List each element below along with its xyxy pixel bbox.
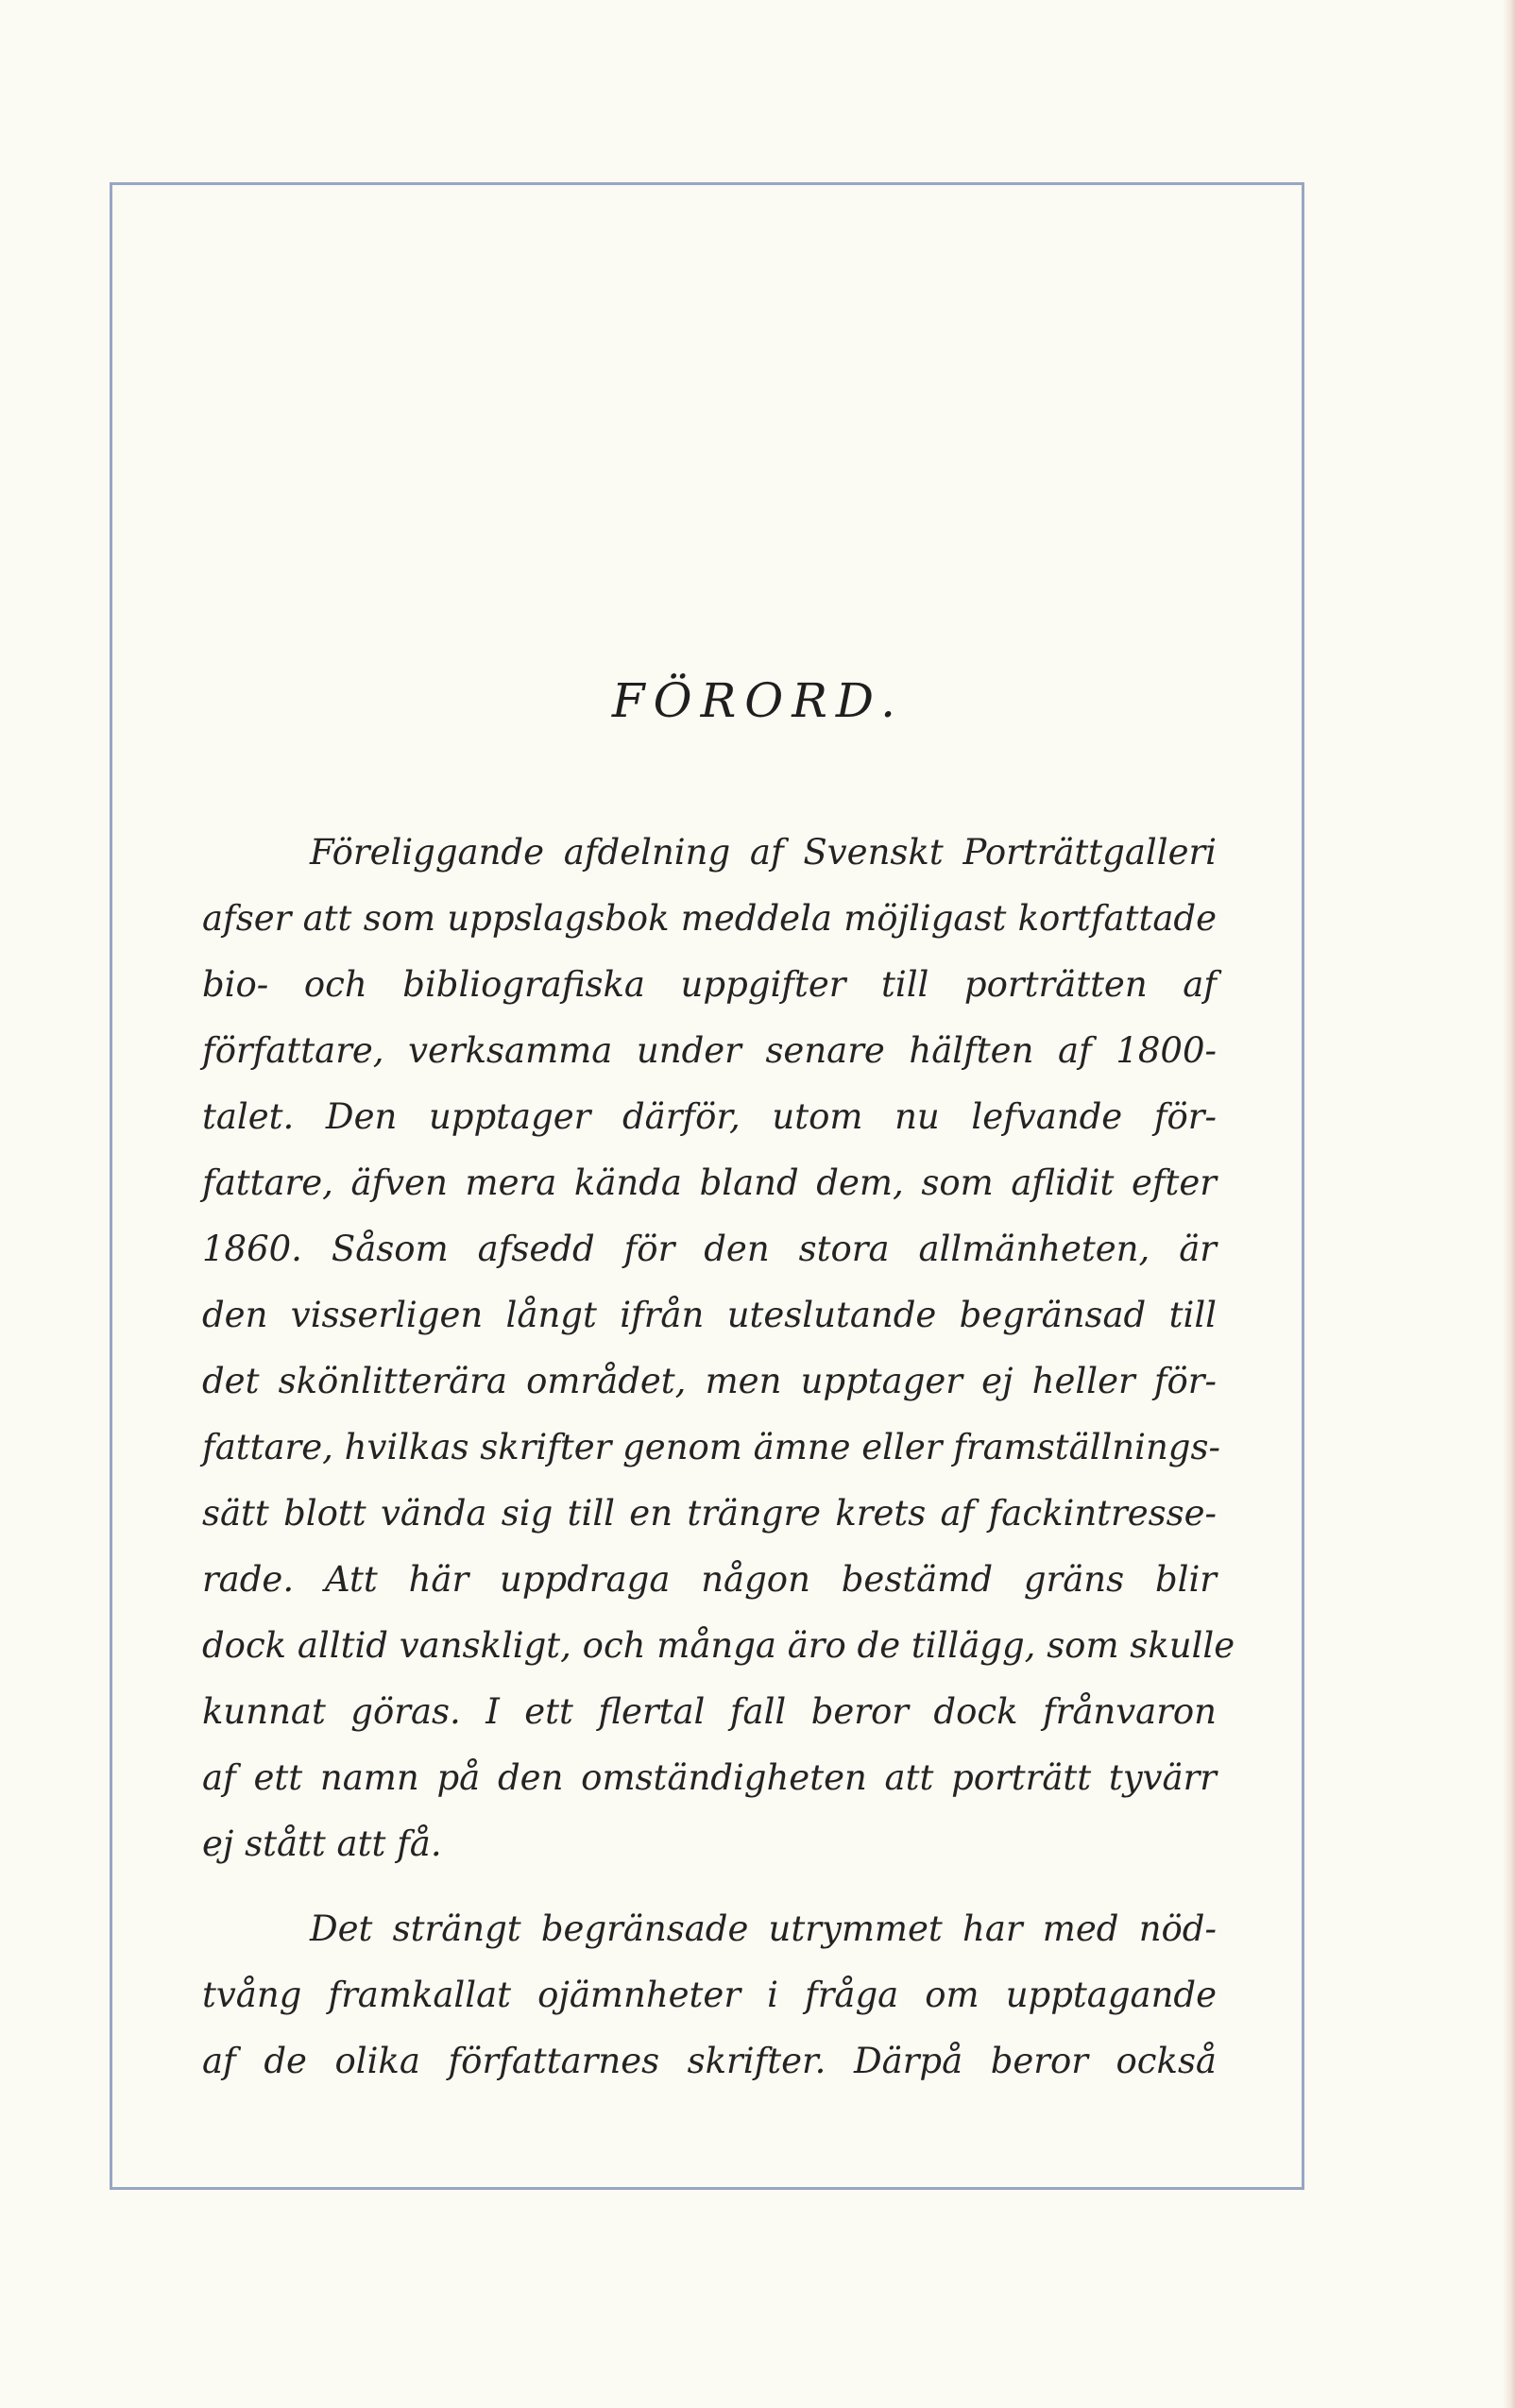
text-line: afser att som uppslagsbok meddela möjligast kortfattade <box>202 898 1217 939</box>
text-line: af ett namn på den omständigheten att porträtt tyvärr <box>202 1757 1217 1798</box>
text-line: rade. Att här uppdraga någon bestämd gräns blir <box>202 1559 1217 1600</box>
page-edge <box>1503 0 1516 2408</box>
text-line: tvång framkallat ojämnheter i fråga om upptagande <box>202 1975 1217 2015</box>
text-line: författare, verksamma under senare hälften af 1800- <box>202 1030 1217 1071</box>
text-line: fattare, hvilkas skrifter genom ämne eller framställnings- <box>202 1427 1220 1467</box>
text-line: bio- och bibliografiska uppgifter till porträtten af <box>202 964 1217 1005</box>
text-line: kunnat göras. I ett flertal fall beror dock frånvaron <box>202 1691 1217 1732</box>
text-line: dock alltid vanskligt, och många äro de tillägg, som skulle <box>202 1625 1235 1666</box>
text-line: talet. Den upptager därför, utom nu lefvande för- <box>202 1096 1217 1137</box>
text-line: Det strängt begränsade utrymmet har med nöd- <box>310 1908 1217 1949</box>
paragraph-2 <box>202 1896 1217 2094</box>
text-line: Föreliggande afdelning af Svenskt Porträttgalleri <box>310 832 1217 873</box>
text-line: sätt blott vända sig till en trängre krets af fackintresse- <box>202 1493 1217 1534</box>
text-line: fattare, äfven mera kända bland dem, som aflidit efter <box>202 1162 1217 1203</box>
text-line: 1860. Såsom afsedd för den stora allmänheten, är <box>202 1229 1217 1269</box>
text-line: af de olika författarnes skrifter. Därpå beror också <box>202 2041 1217 2081</box>
text-line: det skönlitterära området, men upptager ej heller för- <box>202 1361 1217 1401</box>
paragraph-1 <box>202 820 1235 1877</box>
page-title: FÖRORD. <box>611 673 905 728</box>
text-line: den visserligen långt ifrån uteslutande begränsad till <box>202 1295 1217 1335</box>
text-line: ej stått att få. <box>202 1823 442 1864</box>
